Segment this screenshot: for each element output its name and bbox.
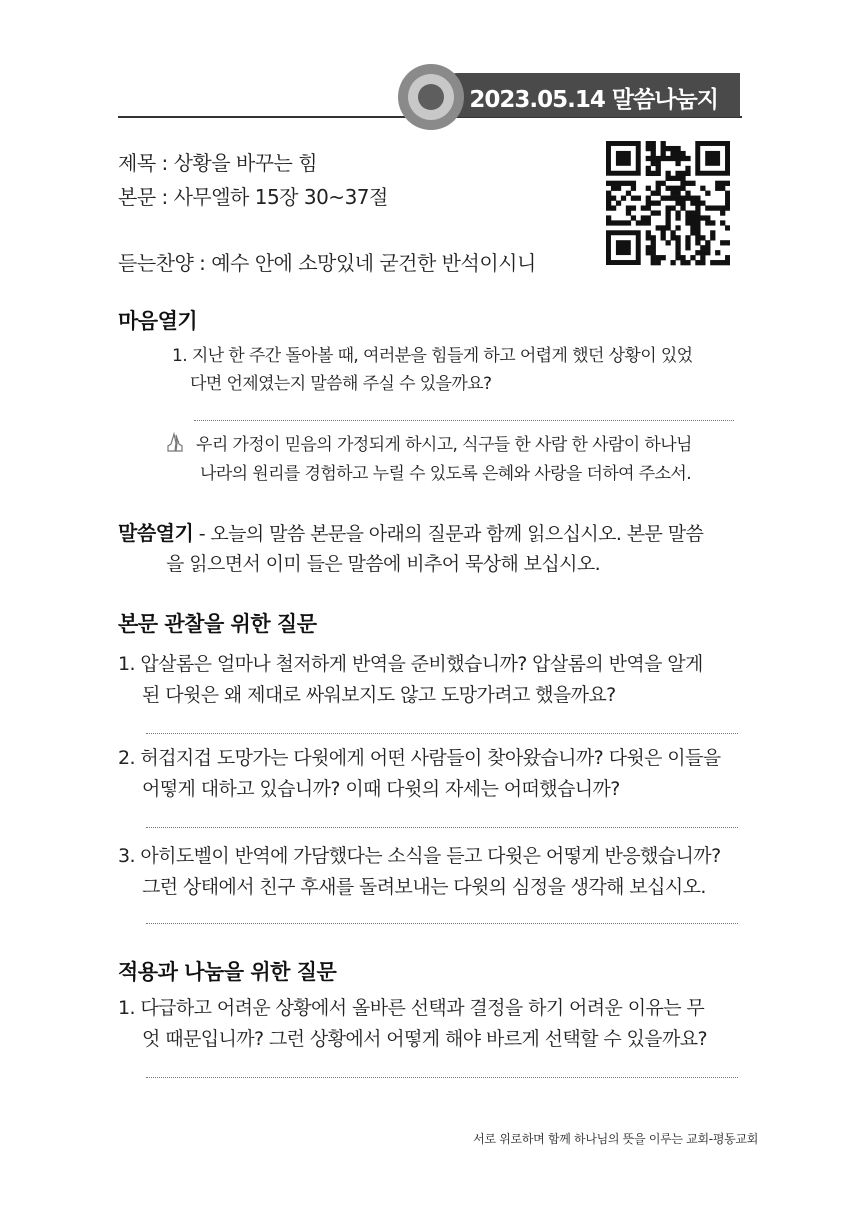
footer-motto: 서로 위로하며 함께 하나님의 뜻을 이루는 교회-평동교회 [473, 1132, 758, 1146]
observe-question-3-line-1: 3. 아히도벨이 반역에 가담했다는 소식을 듣고 다윗은 어떻게 반응했습니까? [118, 845, 721, 867]
observe-question-2-line-1: 2. 허겁지겁 도망가는 다윗에게 어떤 사람들이 찾아왔습니까? 다윗은 이들을 [118, 747, 721, 769]
open-word-instruction: - 오늘의 말씀 본문을 아래의 질문과 함께 읽으십시오. 본문 말씀 [193, 523, 704, 545]
sermon-text: 본문 : 사무엘하 15장 30~37절 [118, 185, 388, 209]
heading-open-word: 말씀열기 [118, 521, 194, 545]
answer-line [146, 827, 738, 828]
open-heart-question-1-line-1: 1. 지난 한 주간 돌아볼 때, 여러분을 힘들게 하고 어렵게 했던 상황이 있었 [172, 346, 693, 366]
answer-line [146, 923, 738, 924]
observe-question-2-line-2: 어떻게 대하고 있습니까? 이때 다윗의 자세는 어떠했습니까? [142, 778, 620, 800]
listening-hymn: 듣는찬양 : 예수 안에 소망있네 굳건한 반석이시니 [118, 251, 536, 275]
prayer-line-1: 우리 가정이 믿음의 가정되게 하시고, 식구들 한 사람 한 사람이 하나님 [196, 435, 692, 455]
praying-hands-icon [164, 432, 186, 454]
observe-question-1-line-1: 1. 압살롬은 얼마나 철저하게 반역을 준비했습니까? 압살롬의 반역을 알게 [118, 653, 703, 675]
open-heart-question-1-line-2: 다면 언제였는지 말씀해 주실 수 있을까요? [190, 374, 492, 394]
open-word-line-1 [118, 518, 703, 549]
qr-code-icon[interactable] [606, 141, 730, 267]
observe-question-1-line-2: 된 다윗은 왜 제대로 싸워보지도 않고 도망가려고 했을까요? [142, 684, 616, 706]
sermon-title: 제목 : 상황을 바꾸는 힘 [118, 151, 318, 175]
prayer-line-2: 나라의 원리를 경험하고 누릴 수 있도록 은혜와 사랑을 더하여 주소서. [200, 464, 692, 484]
answer-line [146, 1077, 738, 1078]
header-date-title: 2023.05.14 말씀나눔지 [469, 87, 718, 113]
answer-line [146, 733, 738, 734]
heading-observation: 본문 관찰을 위한 질문 [118, 612, 317, 636]
circle-ornament-core [418, 84, 444, 110]
open-word-line-2: 을 읽으면서 이미 들은 말씀에 비추어 묵상해 보십시오. [166, 553, 601, 575]
header-banner [418, 73, 740, 117]
observe-question-3-line-2: 그런 상태에서 친구 후새를 돌려보내는 다윗의 심정을 생각해 보십시오. [142, 876, 706, 898]
answer-line [194, 420, 734, 421]
apply-question-1-line-1: 1. 다급하고 어려운 상황에서 올바른 선택과 결정을 하기 어려운 이유는 무 [118, 997, 705, 1019]
apply-question-1-line-2: 엇 때문입니까? 그런 상황에서 어떻게 해야 바르게 선택할 수 있을까요? [142, 1028, 708, 1050]
heading-application: 적용과 나눔을 위한 질문 [118, 960, 337, 984]
heading-open-heart: 마음열기 [118, 309, 198, 333]
